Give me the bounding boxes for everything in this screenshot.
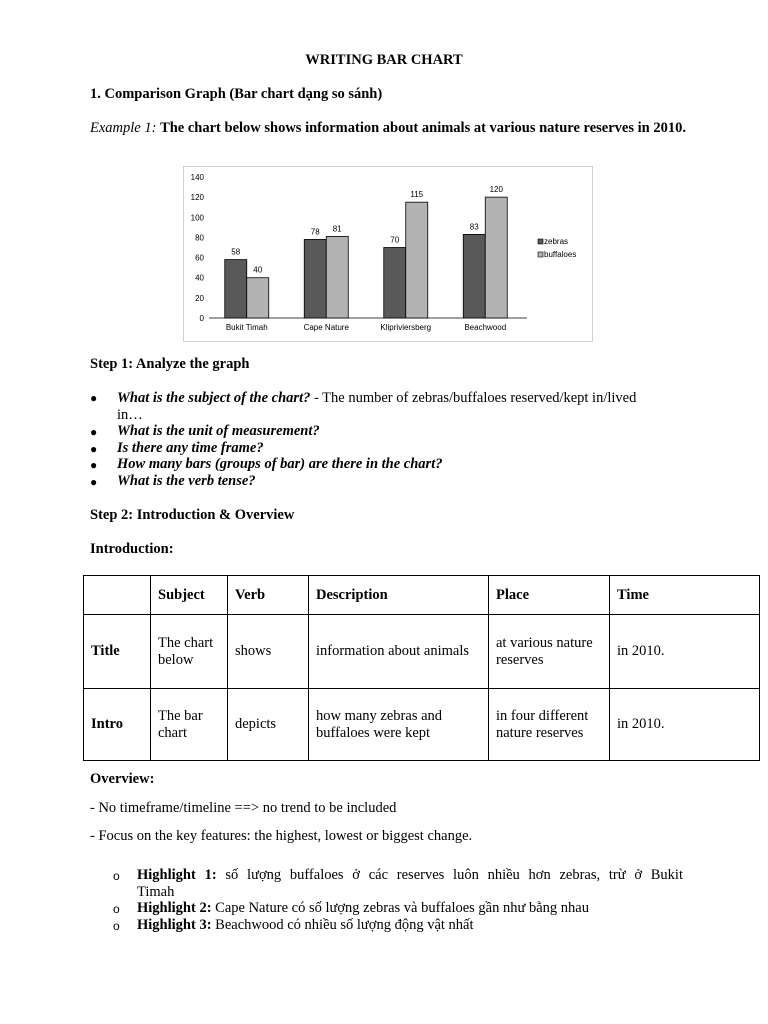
- list-item: What is the subject of the chart? - The number of zebras/buffaloes reserved/kept in/lived in…: [117, 390, 637, 423]
- example-text: The chart below shows information about animals at various nature reserves in 2010.: [160, 120, 686, 136]
- table-header-row: [84, 576, 760, 615]
- data-label: 40: [253, 265, 263, 275]
- overview-label: Overview:: [90, 771, 155, 787]
- highlight-item: Highlight 3: Beachwood có nhiều số lượng động vật nhất: [137, 917, 474, 933]
- step2-heading: Step 2: Introduction & Overview: [90, 507, 295, 523]
- table-cell: The chart below: [151, 615, 228, 689]
- bullet-icon: ●: [90, 425, 98, 439]
- y-tick-label: 0: [199, 314, 204, 323]
- circle-bullet-icon: o: [113, 902, 120, 916]
- section-heading: 1. Comparison Graph (Bar chart dạng so sánh): [90, 86, 383, 102]
- bullet-icon: ●: [90, 458, 98, 472]
- legend-label: zebras: [544, 237, 569, 246]
- table-header-cell: Verb: [228, 576, 309, 615]
- table-cell: information about animals: [309, 615, 489, 689]
- circle-bullet-icon: o: [113, 869, 120, 883]
- data-label: 58: [231, 247, 241, 257]
- legend-swatch: [538, 239, 543, 244]
- bullet-icon: ●: [90, 475, 98, 489]
- highlight-item: Highlight 1: số lượng buffaloes ở các reserves luôn nhiều hơn zebras, trừ ở Bukit: [137, 867, 683, 883]
- y-tick-label: 80: [195, 233, 204, 243]
- introduction-table: [83, 575, 760, 761]
- circle-bullet-icon: o: [113, 919, 120, 933]
- x-tick-label: Beachwood: [464, 323, 507, 332]
- y-tick-label: 40: [195, 273, 204, 283]
- example-label: Example 1:: [90, 120, 157, 136]
- legend-swatch: [538, 252, 543, 257]
- table-cell: Intro: [84, 689, 151, 761]
- table-header-cell: Time: [610, 576, 760, 615]
- table-cell: how many zebras and buffaloes were kept: [309, 689, 489, 761]
- step1-heading: Step 1: Analyze the graph: [90, 356, 250, 372]
- table-header-cell: [84, 576, 151, 615]
- bar-buffaloes: [326, 236, 348, 318]
- x-tick-label: Klipriviersberg: [380, 323, 432, 332]
- table-cell: in 2010.: [610, 615, 760, 689]
- table-cell: at various nature reserves: [489, 615, 610, 689]
- bar-zebras: [225, 260, 247, 318]
- overview-line: - No timeframe/timeline ==> no trend to be included: [90, 800, 397, 816]
- y-tick-label: 120: [190, 193, 204, 203]
- y-tick-label: 140: [190, 173, 204, 182]
- y-tick-label: 100: [190, 213, 204, 223]
- table-header-cell: Description: [309, 576, 489, 615]
- list-item: How many bars (groups of bar) are there in the chart?: [117, 456, 443, 472]
- bar-buffaloes: [485, 197, 507, 318]
- data-label: 81: [332, 224, 342, 234]
- x-tick-label: Bukit Timah: [225, 323, 268, 332]
- data-label: 70: [390, 235, 400, 245]
- bar-zebras: [384, 248, 406, 319]
- legend-label: buffaloes: [544, 250, 577, 259]
- highlight-item: Highlight 2: Cape Nature có số lượng zebras và buffaloes gần như bằng nhau: [137, 900, 589, 916]
- bar-buffaloes: [406, 202, 428, 318]
- table-cell: depicts: [228, 689, 309, 761]
- y-tick-label: 60: [195, 253, 204, 263]
- data-label: 120: [489, 185, 503, 195]
- list-item: Is there any time frame?: [117, 440, 264, 456]
- bullet-icon: ●: [90, 442, 98, 456]
- bar-zebras: [304, 239, 326, 318]
- bar-buffaloes: [247, 278, 269, 318]
- table-row: [84, 615, 760, 689]
- x-tick-label: Cape Nature: [303, 323, 349, 332]
- bar-zebras: [463, 234, 485, 318]
- introduction-label: Introduction:: [90, 541, 174, 557]
- overview-line: - Focus on the key features: the highest, lowest or biggest change.: [90, 828, 473, 844]
- table-header-cell: Subject: [151, 576, 228, 615]
- bar-chart: [183, 166, 593, 342]
- table-cell: in four different nature reserves: [489, 689, 610, 761]
- table-row: [84, 689, 760, 761]
- highlight-item-continued: Timah: [137, 884, 175, 900]
- list-item: What is the unit of measurement?: [117, 423, 320, 439]
- table-cell: The bar chart: [151, 689, 228, 761]
- table-cell: Title: [84, 615, 151, 689]
- table-cell: shows: [228, 615, 309, 689]
- table-cell: in 2010.: [610, 689, 760, 761]
- list-item: What is the verb tense?: [117, 473, 256, 489]
- bullet-icon: ●: [90, 391, 98, 405]
- table-header-cell: Place: [489, 576, 610, 615]
- data-label: 115: [410, 190, 424, 200]
- y-tick-label: 20: [195, 293, 204, 303]
- data-label: 83: [469, 222, 479, 232]
- example-paragraph: [90, 120, 690, 137]
- document-title: WRITING BAR CHART: [305, 52, 463, 68]
- data-label: 78: [310, 227, 320, 237]
